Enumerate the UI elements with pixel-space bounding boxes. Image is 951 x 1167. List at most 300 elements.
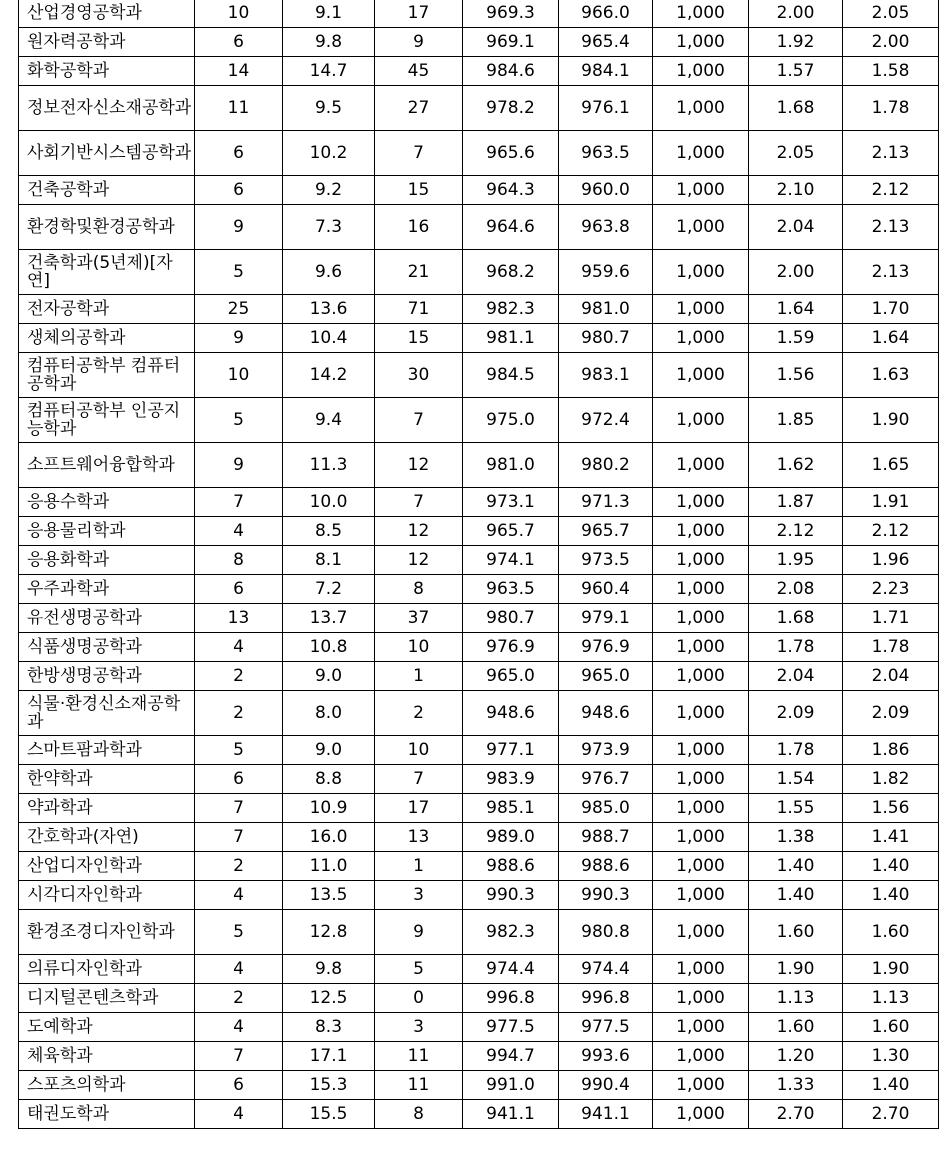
value-cell: 1,000 (653, 852, 749, 881)
value-cell: 11 (375, 1071, 463, 1100)
value-cell: 1.54 (749, 765, 843, 794)
department-name-cell: 스포츠의학과 (19, 1071, 195, 1100)
value-cell: 2.10 (749, 176, 843, 205)
value-cell: 1,000 (653, 604, 749, 633)
value-cell: 0 (375, 984, 463, 1013)
value-cell: 1.90 (749, 955, 843, 984)
value-cell: 1.85 (749, 398, 843, 443)
department-name-cell: 건축학과(5년제)[자연] (19, 250, 195, 295)
value-cell: 1,000 (653, 488, 749, 517)
value-cell: 15 (375, 324, 463, 353)
value-cell: 4 (195, 517, 283, 546)
value-cell: 1,000 (653, 984, 749, 1013)
value-cell: 1.57 (749, 57, 843, 86)
value-cell: 985.0 (559, 794, 653, 823)
value-cell: 2.13 (843, 131, 939, 176)
department-name-cell: 도예학과 (19, 1013, 195, 1042)
value-cell: 959.6 (559, 250, 653, 295)
value-cell: 985.1 (463, 794, 559, 823)
value-cell: 11 (195, 86, 283, 131)
value-cell: 1,000 (653, 765, 749, 794)
value-cell: 996.8 (463, 984, 559, 1013)
value-cell: 976.9 (559, 633, 653, 662)
value-cell: 1.20 (749, 1042, 843, 1071)
value-cell: 989.0 (463, 823, 559, 852)
value-cell: 1,000 (653, 250, 749, 295)
value-cell: 969.1 (463, 28, 559, 57)
value-cell: 2.09 (843, 691, 939, 736)
value-cell: 980.2 (559, 443, 653, 488)
value-cell: 965.7 (559, 517, 653, 546)
value-cell: 975.0 (463, 398, 559, 443)
department-name-cell: 태권도학과 (19, 1100, 195, 1129)
value-cell: 973.1 (463, 488, 559, 517)
value-cell: 941.1 (559, 1100, 653, 1129)
department-name-cell: 응용수학과 (19, 488, 195, 517)
value-cell: 2.05 (749, 131, 843, 176)
value-cell: 1.60 (749, 1013, 843, 1042)
value-cell: 9 (195, 205, 283, 250)
value-cell: 5 (195, 250, 283, 295)
value-cell: 988.6 (463, 852, 559, 881)
value-cell: 1.68 (749, 86, 843, 131)
value-cell: 996.8 (559, 984, 653, 1013)
value-cell: 16.0 (283, 823, 375, 852)
value-cell: 5 (195, 398, 283, 443)
value-cell: 1.60 (843, 910, 939, 955)
value-cell: 983.1 (559, 353, 653, 398)
value-cell: 9 (195, 324, 283, 353)
value-cell: 976.7 (559, 765, 653, 794)
value-cell: 9.4 (283, 398, 375, 443)
table-row (19, 633, 939, 662)
value-cell: 2 (195, 662, 283, 691)
value-cell: 2.70 (843, 1100, 939, 1129)
value-cell: 7 (195, 794, 283, 823)
value-cell: 12.8 (283, 910, 375, 955)
table-row (19, 910, 939, 955)
department-name-cell: 간호학과(자연) (19, 823, 195, 852)
value-cell: 969.3 (463, 0, 559, 28)
value-cell: 1,000 (653, 736, 749, 765)
value-cell: 10 (195, 0, 283, 28)
department-name-cell: 산업디자인학과 (19, 852, 195, 881)
value-cell: 9 (195, 443, 283, 488)
department-name-cell: 응용물리학과 (19, 517, 195, 546)
value-cell: 2.04 (749, 662, 843, 691)
value-cell: 965.0 (559, 662, 653, 691)
value-cell: 9.8 (283, 28, 375, 57)
table-row (19, 295, 939, 324)
value-cell: 7 (195, 488, 283, 517)
department-name-cell: 한방생명공학과 (19, 662, 195, 691)
value-cell: 974.4 (463, 955, 559, 984)
value-cell: 2.13 (843, 250, 939, 295)
value-cell: 1,000 (653, 691, 749, 736)
value-cell: 37 (375, 604, 463, 633)
value-cell: 1.78 (843, 86, 939, 131)
value-cell: 8.0 (283, 691, 375, 736)
value-cell: 6 (195, 575, 283, 604)
value-cell: 1.40 (843, 881, 939, 910)
table-row (19, 28, 939, 57)
value-cell: 9.8 (283, 955, 375, 984)
value-cell: 1.58 (843, 57, 939, 86)
value-cell: 1.59 (749, 324, 843, 353)
value-cell: 9.0 (283, 662, 375, 691)
value-cell: 988.6 (559, 852, 653, 881)
table-body (19, 0, 939, 1129)
value-cell: 2.04 (749, 205, 843, 250)
value-cell: 1,000 (653, 353, 749, 398)
value-cell: 13 (195, 604, 283, 633)
value-cell: 1.41 (843, 823, 939, 852)
value-cell: 7.2 (283, 575, 375, 604)
table-row (19, 1071, 939, 1100)
value-cell: 1,000 (653, 176, 749, 205)
value-cell: 17 (375, 794, 463, 823)
value-cell: 965.7 (463, 517, 559, 546)
value-cell: 5 (195, 736, 283, 765)
value-cell: 17 (375, 0, 463, 28)
value-cell: 11 (375, 1042, 463, 1071)
value-cell: 1.40 (749, 852, 843, 881)
value-cell: 966.0 (559, 0, 653, 28)
table-row (19, 662, 939, 691)
value-cell: 1.33 (749, 1071, 843, 1100)
value-cell: 25 (195, 295, 283, 324)
value-cell: 9.0 (283, 736, 375, 765)
table-row (19, 881, 939, 910)
department-name-cell: 한약학과 (19, 765, 195, 794)
value-cell: 21 (375, 250, 463, 295)
value-cell: 2.05 (843, 0, 939, 28)
table-row (19, 575, 939, 604)
value-cell: 10.8 (283, 633, 375, 662)
table-row (19, 443, 939, 488)
department-name-cell: 컴퓨터공학부 인공지능학과 (19, 398, 195, 443)
value-cell: 1.56 (749, 353, 843, 398)
value-cell: 1,000 (653, 443, 749, 488)
value-cell: 963.5 (559, 131, 653, 176)
value-cell: 7 (375, 398, 463, 443)
value-cell: 6 (195, 176, 283, 205)
value-cell: 948.6 (463, 691, 559, 736)
value-cell: 71 (375, 295, 463, 324)
table-row (19, 398, 939, 443)
value-cell: 984.6 (463, 57, 559, 86)
department-name-cell: 의류디자인학과 (19, 955, 195, 984)
value-cell: 1,000 (653, 823, 749, 852)
value-cell: 4 (195, 633, 283, 662)
value-cell: 4 (195, 1013, 283, 1042)
value-cell: 965.4 (559, 28, 653, 57)
value-cell: 6 (195, 765, 283, 794)
value-cell: 1.13 (843, 984, 939, 1013)
value-cell: 1.82 (843, 765, 939, 794)
table-row (19, 205, 939, 250)
value-cell: 2.00 (749, 250, 843, 295)
table-row (19, 86, 939, 131)
value-cell: 2 (195, 852, 283, 881)
table-row (19, 353, 939, 398)
value-cell: 974.1 (463, 546, 559, 575)
value-cell: 6 (195, 131, 283, 176)
value-cell: 948.6 (559, 691, 653, 736)
table-row (19, 0, 939, 28)
value-cell: 14.7 (283, 57, 375, 86)
value-cell: 2.00 (749, 0, 843, 28)
value-cell: 13 (375, 823, 463, 852)
value-cell: 980.7 (559, 324, 653, 353)
table-row (19, 604, 939, 633)
value-cell: 1.71 (843, 604, 939, 633)
value-cell: 1,000 (653, 662, 749, 691)
value-cell: 14 (195, 57, 283, 86)
table-row (19, 984, 939, 1013)
value-cell: 1,000 (653, 517, 749, 546)
department-name-cell: 환경학및환경공학과 (19, 205, 195, 250)
table-row (19, 736, 939, 765)
value-cell: 976.1 (559, 86, 653, 131)
department-name-cell: 전자공학과 (19, 295, 195, 324)
value-cell: 8 (195, 546, 283, 575)
value-cell: 2.12 (749, 517, 843, 546)
value-cell: 7 (195, 1042, 283, 1071)
value-cell: 1.78 (749, 736, 843, 765)
value-cell: 979.1 (559, 604, 653, 633)
value-cell: 2.08 (749, 575, 843, 604)
value-cell: 965.6 (463, 131, 559, 176)
value-cell: 15.5 (283, 1100, 375, 1129)
value-cell: 9.2 (283, 176, 375, 205)
value-cell: 1,000 (653, 633, 749, 662)
value-cell: 9.5 (283, 86, 375, 131)
value-cell: 10.4 (283, 324, 375, 353)
table-container (18, 0, 939, 1129)
value-cell: 1.13 (749, 984, 843, 1013)
value-cell: 1,000 (653, 57, 749, 86)
value-cell: 7 (375, 131, 463, 176)
value-cell: 963.8 (559, 205, 653, 250)
value-cell: 1,000 (653, 0, 749, 28)
admissions-table (18, 0, 939, 1129)
department-name-cell: 우주과학과 (19, 575, 195, 604)
value-cell: 6 (195, 28, 283, 57)
value-cell: 9 (375, 28, 463, 57)
value-cell: 8.5 (283, 517, 375, 546)
value-cell: 1,000 (653, 955, 749, 984)
value-cell: 2.09 (749, 691, 843, 736)
value-cell: 2.12 (843, 176, 939, 205)
value-cell: 7.3 (283, 205, 375, 250)
value-cell: 27 (375, 86, 463, 131)
table-row (19, 1042, 939, 1071)
value-cell: 1.70 (843, 295, 939, 324)
value-cell: 7 (375, 765, 463, 794)
value-cell: 981.1 (463, 324, 559, 353)
value-cell: 15 (375, 176, 463, 205)
value-cell: 1.90 (843, 955, 939, 984)
value-cell: 1.96 (843, 546, 939, 575)
value-cell: 1,000 (653, 131, 749, 176)
value-cell: 1,000 (653, 86, 749, 131)
value-cell: 9.1 (283, 0, 375, 28)
table-row (19, 691, 939, 736)
value-cell: 17.1 (283, 1042, 375, 1071)
value-cell: 8.3 (283, 1013, 375, 1042)
value-cell: 1,000 (653, 1013, 749, 1042)
value-cell: 1.40 (843, 852, 939, 881)
value-cell: 4 (195, 955, 283, 984)
department-name-cell: 소프트웨어융합학과 (19, 443, 195, 488)
value-cell: 1.38 (749, 823, 843, 852)
table-row (19, 546, 939, 575)
value-cell: 1,000 (653, 575, 749, 604)
value-cell: 15.3 (283, 1071, 375, 1100)
value-cell: 3 (375, 1013, 463, 1042)
value-cell: 977.1 (463, 736, 559, 765)
department-name-cell: 화학공학과 (19, 57, 195, 86)
value-cell: 1,000 (653, 1100, 749, 1129)
value-cell: 13.6 (283, 295, 375, 324)
value-cell: 1,000 (653, 910, 749, 955)
department-name-cell: 식물·환경신소재공학과 (19, 691, 195, 736)
department-name-cell: 약과학과 (19, 794, 195, 823)
value-cell: 1,000 (653, 1042, 749, 1071)
table-row (19, 1100, 939, 1129)
table-row (19, 765, 939, 794)
value-cell: 984.1 (559, 57, 653, 86)
value-cell: 12 (375, 443, 463, 488)
value-cell: 1.64 (843, 324, 939, 353)
value-cell: 976.9 (463, 633, 559, 662)
value-cell: 974.4 (559, 955, 653, 984)
value-cell: 10.2 (283, 131, 375, 176)
value-cell: 11.3 (283, 443, 375, 488)
value-cell: 1,000 (653, 546, 749, 575)
value-cell: 1.40 (749, 881, 843, 910)
value-cell: 8 (375, 1100, 463, 1129)
department-name-cell: 유전생명공학과 (19, 604, 195, 633)
value-cell: 1 (375, 662, 463, 691)
value-cell: 994.7 (463, 1042, 559, 1071)
department-name-cell: 생체의공학과 (19, 324, 195, 353)
value-cell: 1.86 (843, 736, 939, 765)
value-cell: 1.78 (749, 633, 843, 662)
department-name-cell: 시각디자인학과 (19, 881, 195, 910)
value-cell: 30 (375, 353, 463, 398)
table-row (19, 955, 939, 984)
value-cell: 984.5 (463, 353, 559, 398)
table-row (19, 250, 939, 295)
value-cell: 1,000 (653, 1071, 749, 1100)
value-cell: 1.68 (749, 604, 843, 633)
value-cell: 4 (195, 1100, 283, 1129)
value-cell: 982.3 (463, 910, 559, 955)
value-cell: 980.7 (463, 604, 559, 633)
value-cell: 2.13 (843, 205, 939, 250)
department-name-cell: 디지털콘텐츠학과 (19, 984, 195, 1013)
value-cell: 11.0 (283, 852, 375, 881)
value-cell: 10 (375, 633, 463, 662)
value-cell: 10.9 (283, 794, 375, 823)
value-cell: 981.0 (463, 443, 559, 488)
department-name-cell: 산업경영공학과 (19, 0, 195, 28)
value-cell: 965.0 (463, 662, 559, 691)
value-cell: 990.3 (559, 881, 653, 910)
table-row (19, 131, 939, 176)
value-cell: 990.4 (559, 1071, 653, 1100)
value-cell: 2.00 (843, 28, 939, 57)
value-cell: 4 (195, 881, 283, 910)
department-name-cell: 컴퓨터공학부 컴퓨터공학과 (19, 353, 195, 398)
value-cell: 977.5 (559, 1013, 653, 1042)
value-cell: 8.1 (283, 546, 375, 575)
table-row (19, 176, 939, 205)
value-cell: 988.7 (559, 823, 653, 852)
value-cell: 2 (375, 691, 463, 736)
table-row (19, 324, 939, 353)
value-cell: 13.5 (283, 881, 375, 910)
value-cell: 9 (375, 910, 463, 955)
department-name-cell: 정보전자신소재공학과 (19, 86, 195, 131)
value-cell: 7 (195, 823, 283, 852)
value-cell: 1.87 (749, 488, 843, 517)
value-cell: 990.3 (463, 881, 559, 910)
table-row (19, 823, 939, 852)
value-cell: 960.4 (559, 575, 653, 604)
value-cell: 1.95 (749, 546, 843, 575)
value-cell: 6 (195, 1071, 283, 1100)
value-cell: 9.6 (283, 250, 375, 295)
value-cell: 972.4 (559, 398, 653, 443)
value-cell: 941.1 (463, 1100, 559, 1129)
value-cell: 3 (375, 881, 463, 910)
department-name-cell: 원자력공학과 (19, 28, 195, 57)
value-cell: 982.3 (463, 295, 559, 324)
value-cell: 2 (195, 984, 283, 1013)
value-cell: 981.0 (559, 295, 653, 324)
department-name-cell: 환경조경디자인학과 (19, 910, 195, 955)
department-name-cell: 체육학과 (19, 1042, 195, 1071)
value-cell: 2.70 (749, 1100, 843, 1129)
value-cell: 963.5 (463, 575, 559, 604)
value-cell: 45 (375, 57, 463, 86)
value-cell: 1.78 (843, 633, 939, 662)
value-cell: 1.60 (843, 1013, 939, 1042)
value-cell: 8 (375, 575, 463, 604)
value-cell: 960.0 (559, 176, 653, 205)
value-cell: 1.65 (843, 443, 939, 488)
value-cell: 991.0 (463, 1071, 559, 1100)
value-cell: 5 (375, 955, 463, 984)
value-cell: 1,000 (653, 794, 749, 823)
value-cell: 968.2 (463, 250, 559, 295)
value-cell: 993.6 (559, 1042, 653, 1071)
value-cell: 10 (195, 353, 283, 398)
value-cell: 7 (375, 488, 463, 517)
value-cell: 964.3 (463, 176, 559, 205)
value-cell: 1,000 (653, 28, 749, 57)
value-cell: 8.8 (283, 765, 375, 794)
department-name-cell: 응용화학과 (19, 546, 195, 575)
value-cell: 2.12 (843, 517, 939, 546)
department-name-cell: 건축공학과 (19, 176, 195, 205)
value-cell: 1,000 (653, 205, 749, 250)
value-cell: 973.5 (559, 546, 653, 575)
table-row (19, 57, 939, 86)
